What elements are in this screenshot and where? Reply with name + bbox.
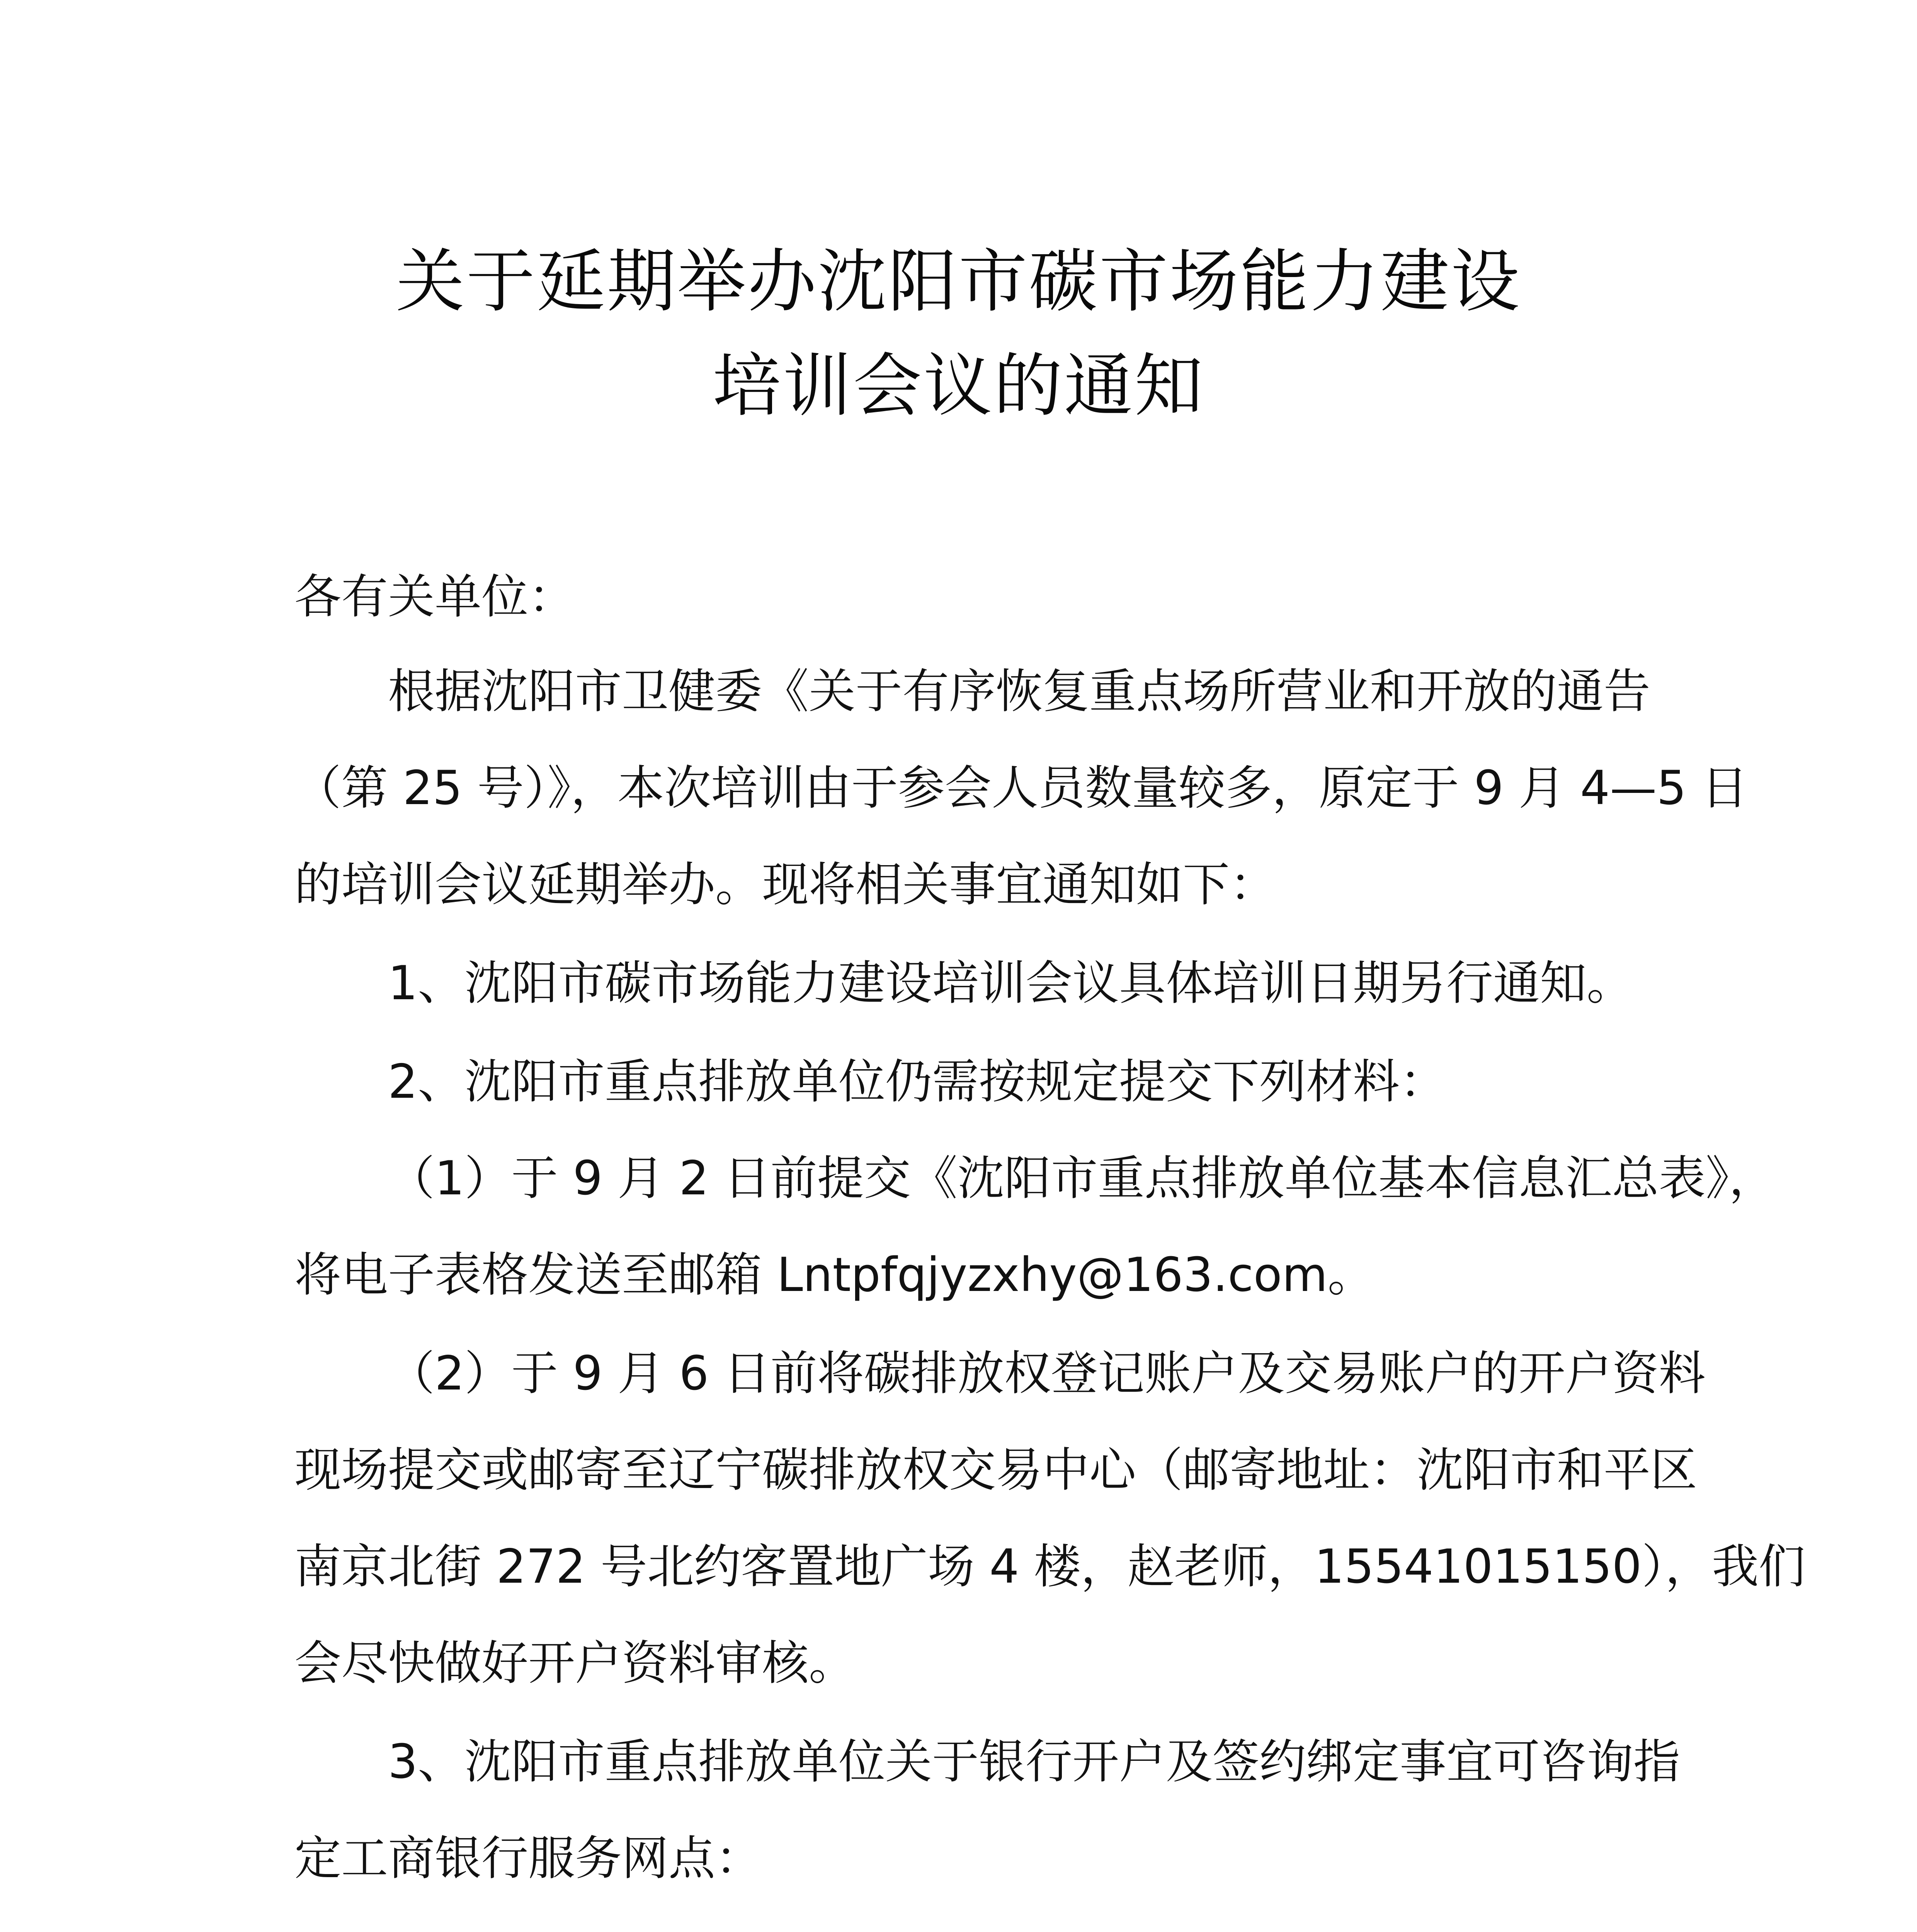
paragraph-line: 3、沈阳市重点排放单位关于银行开户及签约绑定事宜可咨询指 (388, 1735, 1680, 1789)
paragraph-line: 根据沈阳市卫健委《关于有序恢复重点场所营业和开放的通告 (388, 664, 1651, 719)
paragraph-line: 2、沈阳市重点排放单位仍需按规定提交下列材料： (388, 1054, 1446, 1109)
paragraph-line: 现场提交或邮寄至辽宁碳排放权交易中心（邮寄地址：沈阳市和平区 (294, 1443, 1698, 1497)
paragraph-line: 将电子表格发送至邮箱 Lntpfqjyzxhy@163.com。 (294, 1248, 1374, 1302)
salutation: 各有关单位： (294, 570, 575, 624)
document-title-line-1: 关于延期举办沈阳市碳市场能力建设 (396, 242, 1521, 321)
document-title-line-2: 培训会议的通知 (712, 346, 1205, 426)
paragraph-line: 会尽快做好开户资料审核。 (294, 1636, 856, 1690)
paragraph-line: 1、沈阳市碳市场能力建设培训会议具体培训日期另行通知。 (388, 956, 1633, 1010)
paragraph-line: （1）于 9 月 2 日前提交《沈阳市重点排放单位基本信息汇总表》， (388, 1151, 1776, 1206)
paragraph-line: 定工商银行服务网点： (294, 1831, 762, 1886)
paragraph-line: （第 25 号）》，本次培训由于参会人员数量较多，原定于 9 月 4—5 日 (294, 761, 1748, 815)
paragraph-line: 南京北街 272 号北约客置地广场 4 楼，赵老师，15541015150），我们 (294, 1539, 1806, 1594)
paragraph-line: 的培训会议延期举办。现将相关事宜通知如下： (294, 857, 1277, 912)
paragraph-line: （2）于 9 月 6 日前将碳排放权登记账户及交易账户的开户资料 (388, 1346, 1706, 1401)
